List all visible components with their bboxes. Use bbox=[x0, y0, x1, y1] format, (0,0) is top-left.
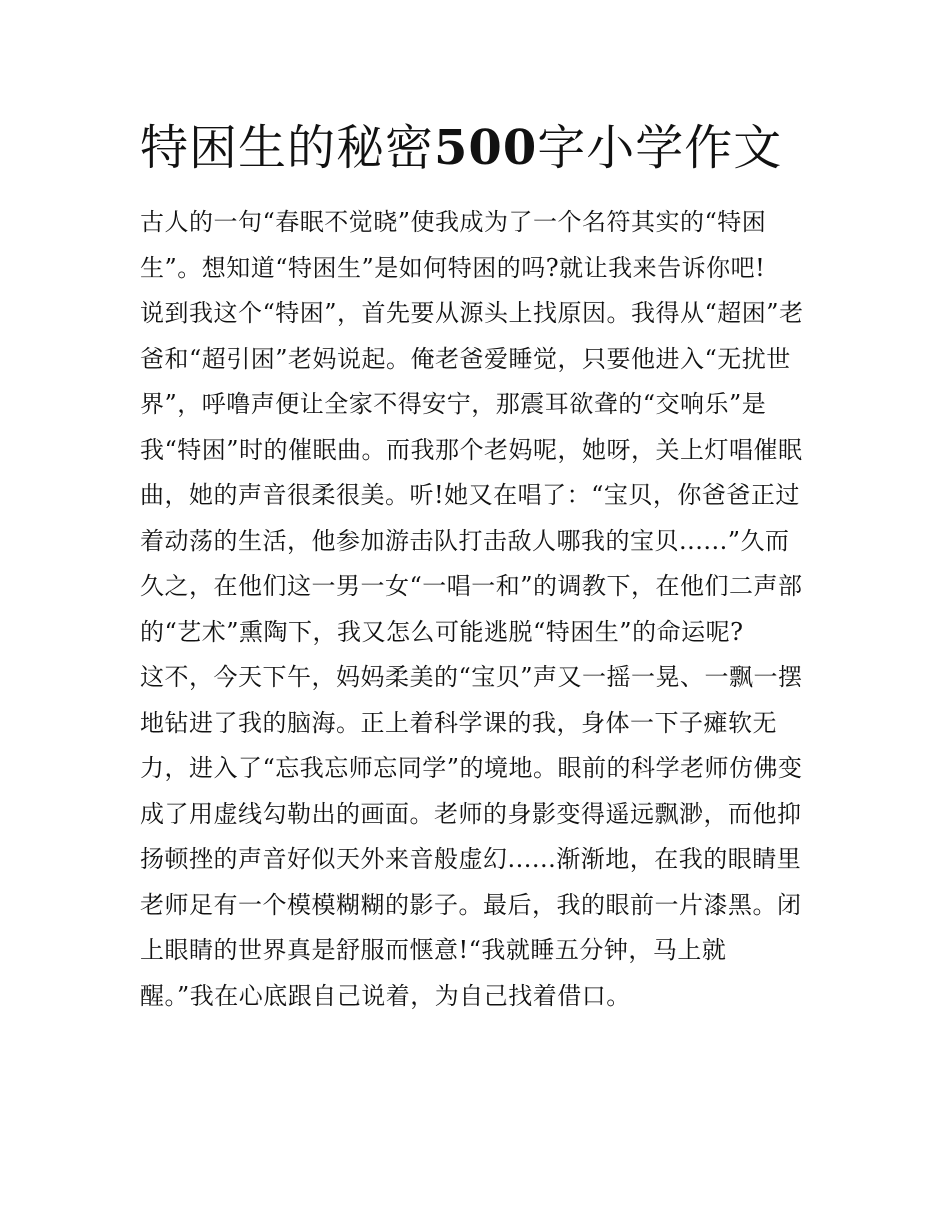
text-line: 的“艺术”熏陶下，我又怎么可能逃脱“特困生”的命运呢? bbox=[140, 617, 744, 646]
title-part-1: 特困生的秘密 bbox=[140, 120, 435, 176]
title-part-2: 字小学作文 bbox=[537, 120, 783, 176]
text-line: 醒。”我在心底跟自己说着，为自己找着借口。 bbox=[140, 981, 631, 1010]
text-line: 生”。想知道“特困生”是如何特困的吗?就让我来告诉你吧! bbox=[140, 253, 766, 282]
text-line: 爸和“超引困”老妈说起。俺老爸爱睡觉，只要他进入“无扰世 bbox=[140, 344, 791, 373]
text-line: 上眼睛的世界真是舒服而惬意!“我就睡五分钟，马上就 bbox=[140, 936, 727, 964]
text-line: 老师足有一个模模糊糊的影子。最后，我的眼前一片漆黑。闭 bbox=[140, 890, 802, 919]
title-number: 500 bbox=[434, 120, 538, 176]
text-line: 久之，在他们这一男一女“一唱一和”的调教下，在他们二声部 bbox=[140, 572, 803, 600]
document-title bbox=[140, 118, 782, 178]
text-line: 力，进入了“忘我忘师忘同学”的境地。眼前的科学老师仿佛变 bbox=[140, 754, 803, 782]
text-line: 说到我这个“特困”，首先要从源头上找原因。我得从“超困”老 bbox=[140, 299, 804, 327]
text-line: 着动荡的生活，他参加游击队打击敌人哪我的宝贝......”久而 bbox=[140, 526, 790, 555]
text-line: 曲，她的声音很柔很美。听!她又在唱了：“宝贝，你爸爸正过 bbox=[140, 481, 800, 509]
text-line: 成了用虚线勾勒出的画面。老师的身影变得遥远飘渺，而他抑 bbox=[140, 799, 802, 828]
text-line: 地钻进了我的脑海。正上着科学课的我，身体一下子瘫软无 bbox=[140, 708, 777, 737]
text-line: 古人的一句“春眠不觉晓”使我成为了一个名符其实的“特困 bbox=[140, 208, 767, 236]
essay-body bbox=[140, 200, 820, 1019]
text-line: 扬顿挫的声音好似天外来音般虚幻......渐渐地，在我的眼睛里 bbox=[140, 845, 802, 873]
text-line: 这不，今天下午，妈妈柔美的“宝贝”声又一摇一晃、一飘一摆 bbox=[140, 663, 803, 691]
text-line: 界”，呼噜声便让全家不得安宁，那震耳欲聋的“交响乐”是 bbox=[140, 390, 767, 418]
text-line: 我“特困”时的催眠曲。而我那个老妈呢，她呀，关上灯唱催眠 bbox=[140, 435, 803, 464]
